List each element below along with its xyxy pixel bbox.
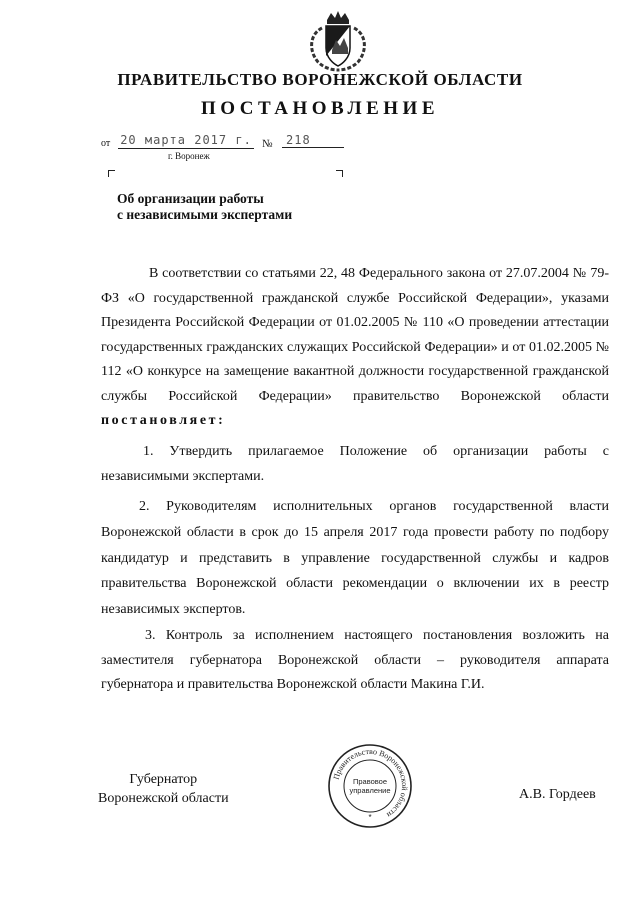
coat-of-arms-icon bbox=[302, 10, 374, 72]
preamble-paragraph bbox=[101, 262, 609, 434]
stamp-star: * bbox=[368, 813, 372, 822]
signatory-position bbox=[98, 770, 229, 808]
stamp-center-line-2: управление bbox=[349, 786, 391, 795]
government-name: ПРАВИТЕЛЬСТВО ВОРОНЕЖСКОЙ ОБЛАСТИ bbox=[117, 70, 523, 89]
subject-line-1: Об организации работы bbox=[117, 191, 264, 206]
preamble-text: В соответствии со статьями 22, 48 Федерального закона от 27.07.2004 № 79-ФЗ «О государственной гражданской службе Российской Федерации», указами Президента Российской Федерации от 01.02.2005 № 110 «О проведении аттестации государственных гражданских служащих Российской Федерации» и от 01.02.2005 № 112 «О конкурсе на замещение вакантной должности государственной гражданской службы Российской Федерации» правительство Воронежской области bbox=[101, 266, 609, 404]
left-corner-mark bbox=[108, 170, 115, 177]
official-stamp bbox=[327, 743, 413, 829]
stamp-center-line-1: Правовое bbox=[352, 777, 388, 786]
document-subject bbox=[117, 191, 292, 223]
resolves-word: постановляет: bbox=[101, 413, 226, 428]
item-2-paragraph bbox=[101, 494, 609, 623]
item-3-paragraph bbox=[101, 624, 609, 698]
stamp-ring-text: Правительство Воронежской области bbox=[331, 746, 410, 820]
city-name: г. Воронеж bbox=[168, 151, 210, 161]
date-prefix: от bbox=[101, 138, 111, 149]
item-3-text: 3. Контроль за исполнением настоящего постановления возложить на заместителя губернатора Воронежской области – руководителя аппарата губернатора и правительства Воронежской области Макина Г.И. bbox=[101, 628, 609, 692]
item-1-text: 1. Утвердить прилагаемое Положение об организации работы с независимыми экспертами. bbox=[101, 444, 609, 484]
item-1-paragraph bbox=[101, 440, 609, 489]
number-label: № bbox=[262, 138, 273, 150]
position-line-1: Губернатор bbox=[129, 772, 198, 787]
signatory-name: А.В. Гордеев bbox=[519, 787, 596, 802]
document-date: 20 марта 2017 г. bbox=[118, 133, 254, 149]
subject-line-2: с независимыми экспертами bbox=[117, 207, 293, 222]
right-corner-mark bbox=[336, 170, 343, 177]
document-type: ПОСТАНОВЛЕНИЕ bbox=[200, 98, 440, 119]
position-line-2: Воронежской области bbox=[98, 791, 229, 806]
document-number: 218 bbox=[282, 133, 344, 148]
item-2-text: 2. Руководителям исполнительных органов государственной власти Воронежской области в срок до 15 апреля 2017 года провести работу по подбору кандидатур и представить в управление государственной службы и кадров правительства Воронежской области рекомендации о включении их в реестр независимых экспертов. bbox=[101, 499, 609, 618]
